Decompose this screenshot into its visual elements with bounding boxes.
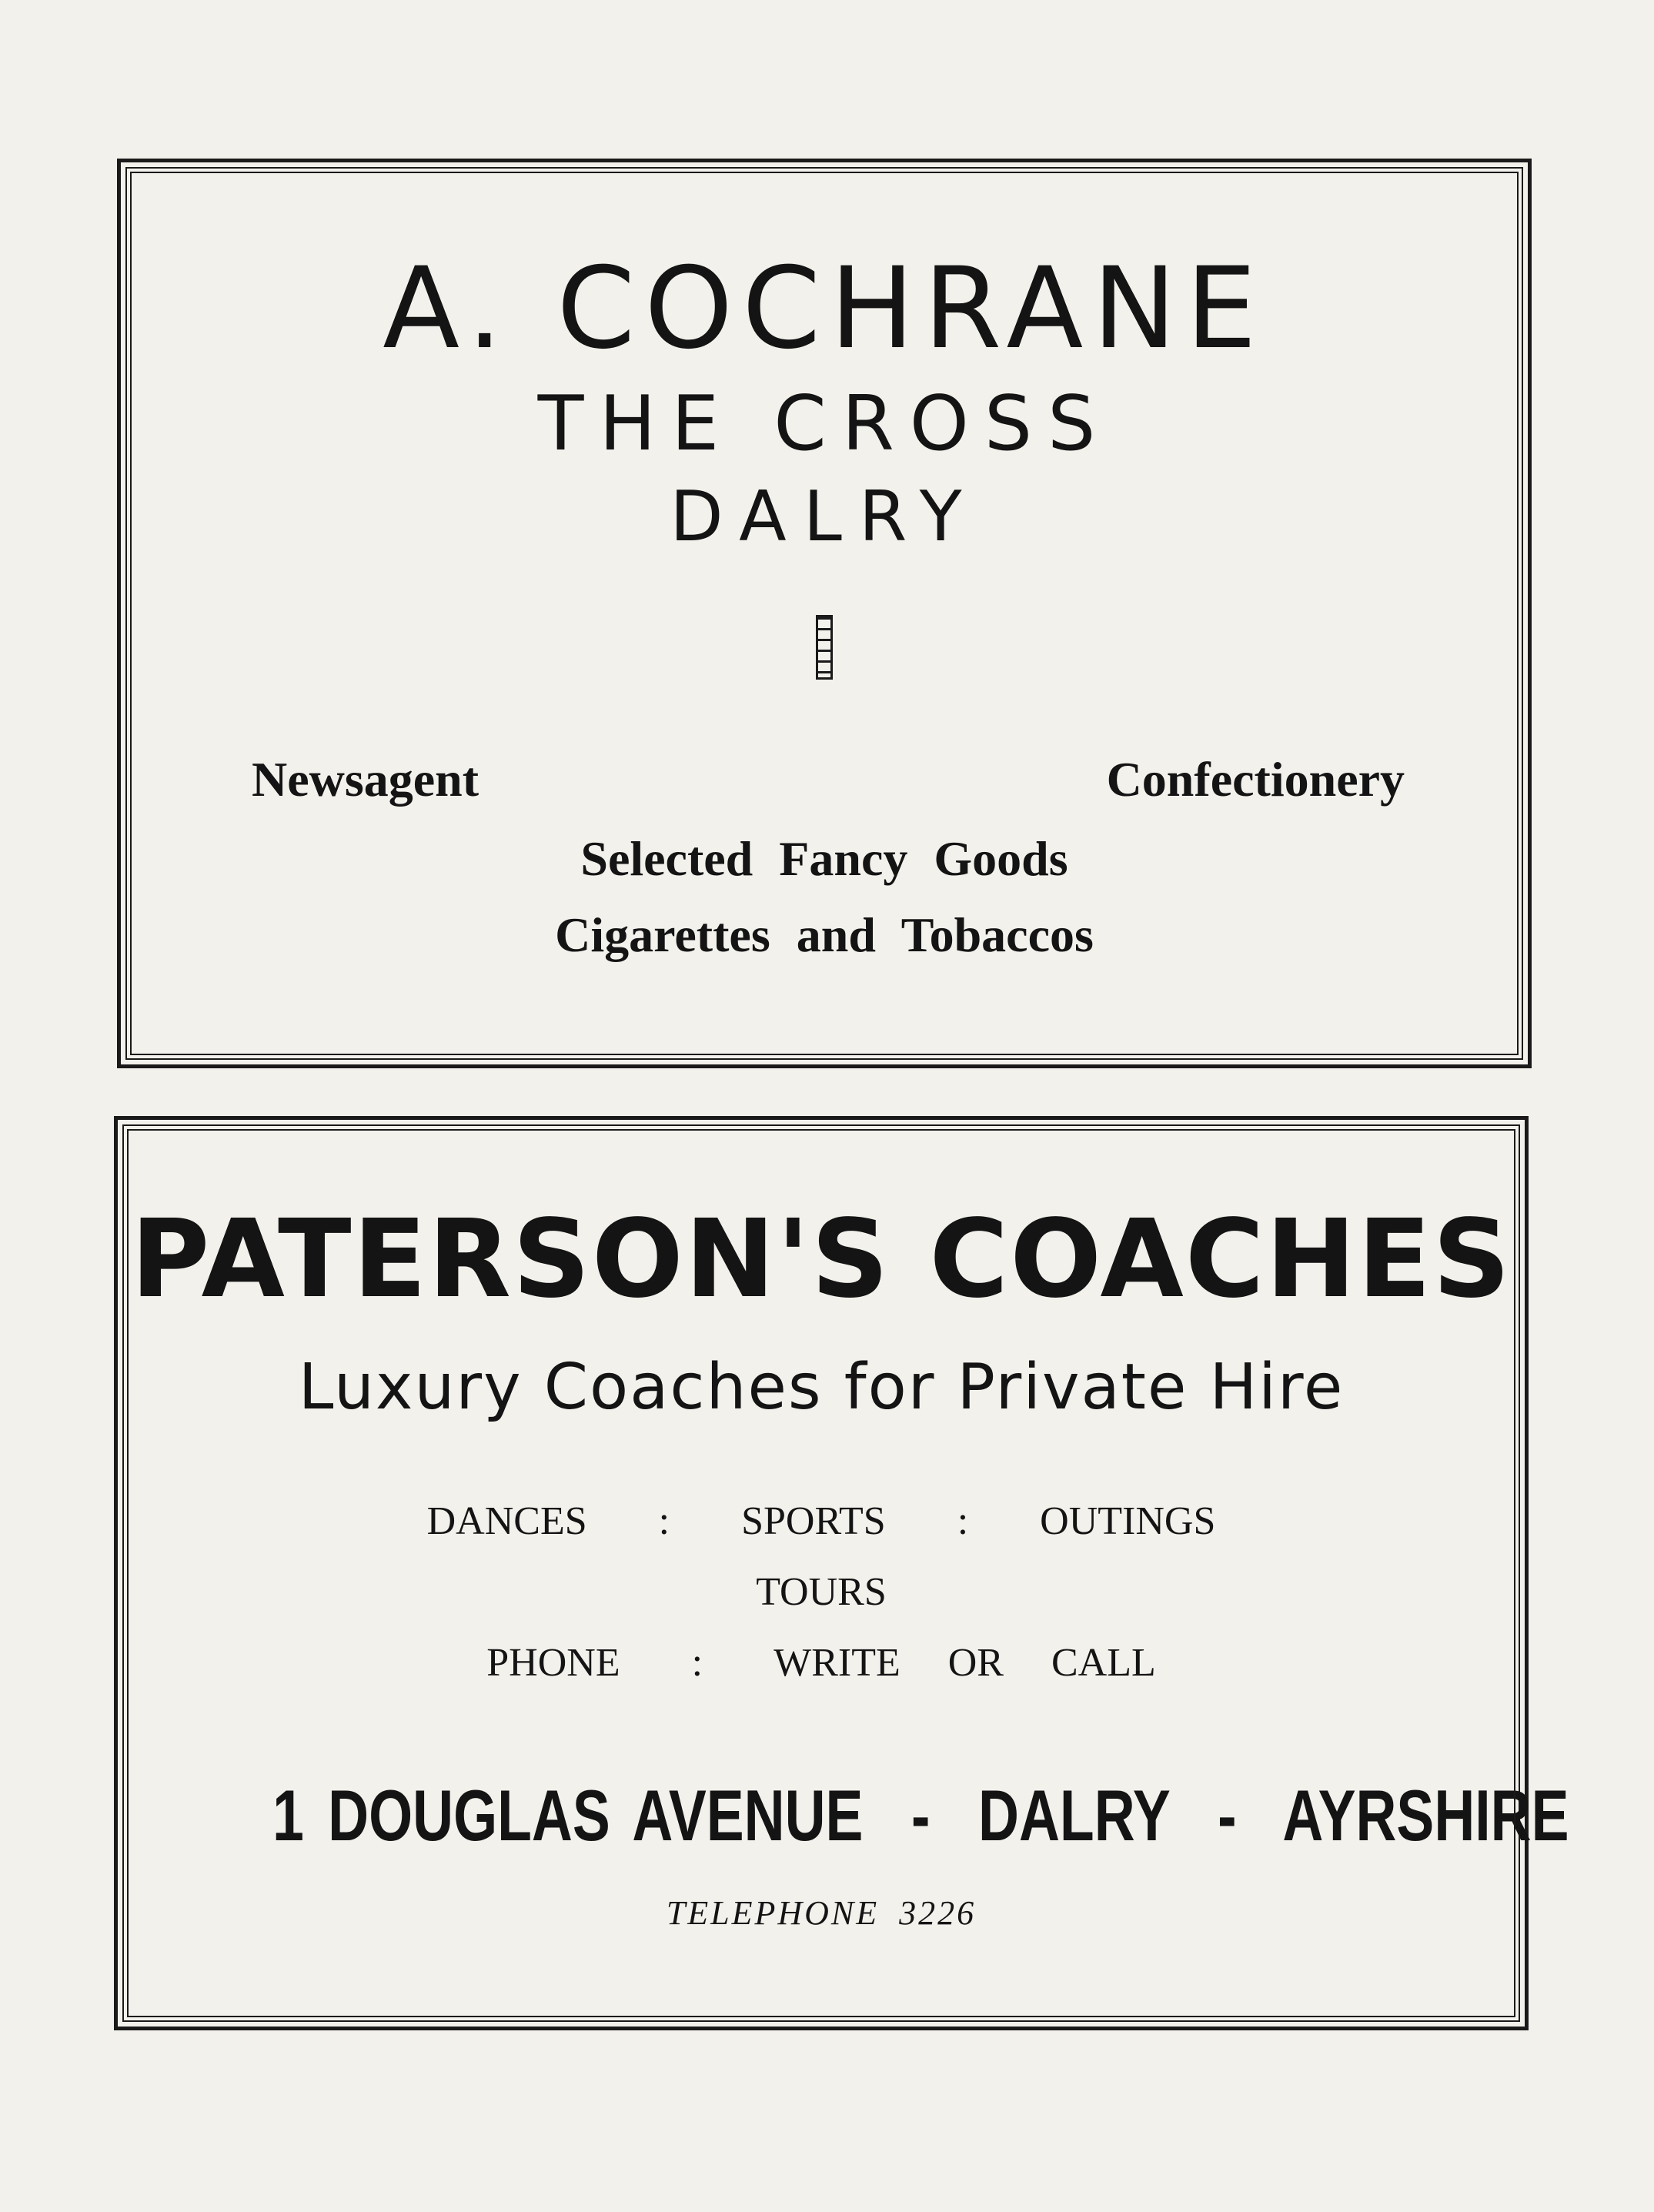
advert-business-name: PATERSON'S COACHES xyxy=(130,1197,1512,1322)
advert-town: DALRY xyxy=(670,476,979,557)
cochrane-advert xyxy=(117,159,1532,1068)
advert-street: THE CROSS xyxy=(537,380,1111,468)
ornament-divider-icon xyxy=(816,615,833,680)
advert-subtitle: Luxury Coaches for Private Hire xyxy=(298,1351,1345,1424)
advert-service-left: Newsagent xyxy=(252,752,479,807)
advert-line: TOURS xyxy=(756,1570,887,1614)
advert-line: Selected Fancy Goods xyxy=(580,831,1068,886)
patersons-coaches-advert xyxy=(114,1116,1569,2030)
advert-line: DANCES : SPORTS : OUTINGS xyxy=(426,1499,1216,1543)
advert-line: Cigarettes and Tobaccos xyxy=(555,907,1094,962)
advert-line: PHONE : WRITE OR CALL xyxy=(486,1641,1156,1685)
advert-telephone: TELEPHONE 3226 xyxy=(666,1894,977,1932)
advert-business-name: A. COCHRANE xyxy=(383,243,1266,374)
advert-service-right: Confectionery xyxy=(1106,752,1405,807)
advert-address: 1 DOUGLAS AVENUE - DALRY - AYRSHIRE xyxy=(272,1775,1569,1856)
